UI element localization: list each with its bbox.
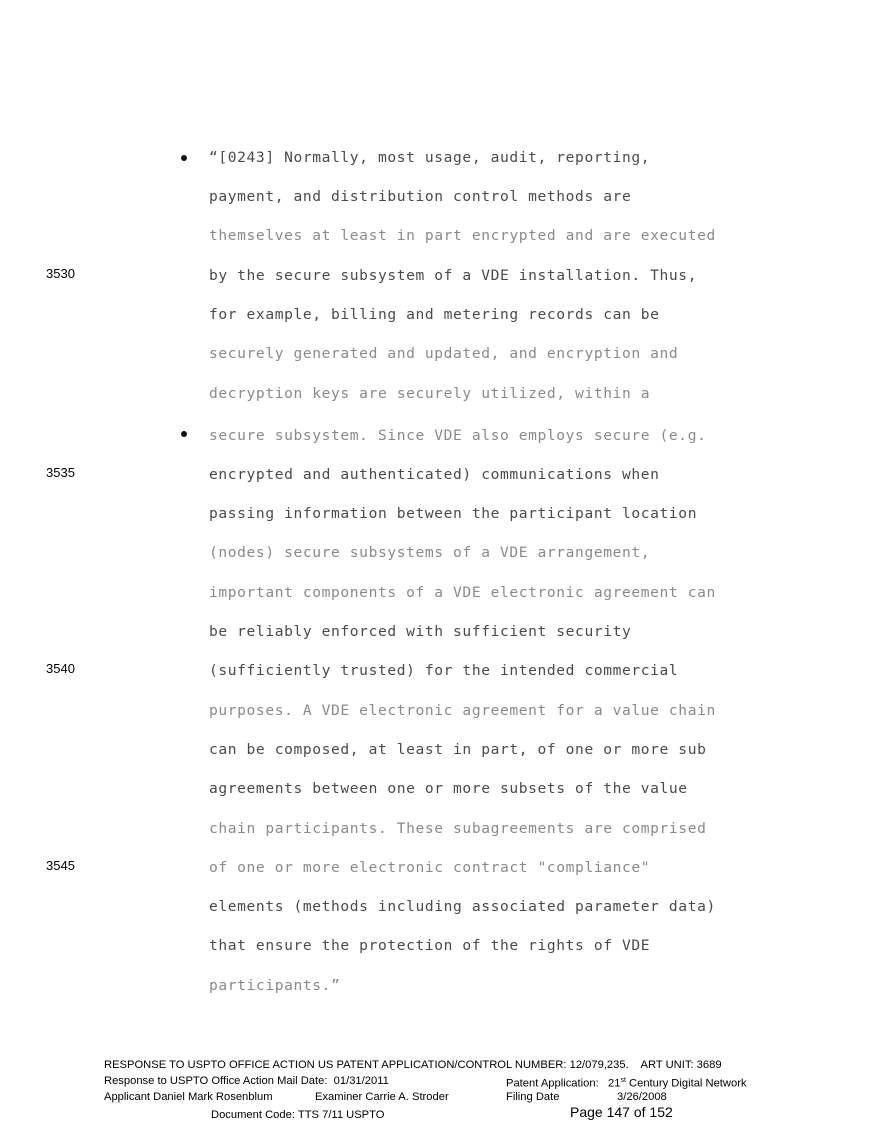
quote-line-17: agreements between one or more subsets of the value xyxy=(209,780,688,797)
footer-page-number xyxy=(570,1105,673,1119)
footer-patent-application xyxy=(506,1074,747,1091)
quote-line-7: decryption keys are securely utilized, within a xyxy=(209,385,651,402)
footer-filing-label: Filing Date xyxy=(506,1091,560,1103)
quote-line-2: payment, and distribution control methods are xyxy=(209,188,632,205)
line-number-3530: 3530 xyxy=(46,266,75,281)
page-of: of xyxy=(629,1104,650,1120)
quote-line-5: for example, billing and metering records can be xyxy=(209,306,660,323)
line-number-3535: 3535 xyxy=(46,465,75,480)
page-current: 147 xyxy=(606,1104,630,1120)
quote-line-21: that ensure the protection of the rights of VDE xyxy=(209,937,651,954)
quote-line-11: (nodes) secure subsystems of a VDE arrangement, xyxy=(209,544,651,561)
bullet-2 xyxy=(181,431,187,437)
quote-line-20: elements (methods including associated parameter data) xyxy=(209,898,716,915)
quote-line-1: “[0243] Normally, most usage, audit, reporting, xyxy=(209,149,651,166)
footer-mail-date: Response to USPTO Office Action Mail Date: 01/31/2011 xyxy=(104,1075,389,1087)
quote-line-15: purposes. A VDE electronic agreement for a value chain xyxy=(209,702,716,719)
quote-line-3: themselves at least in part encrypted and are executed xyxy=(209,227,716,244)
quote-line-6: securely generated and updated, and encryption and xyxy=(209,345,679,362)
line-number-3540: 3540 xyxy=(46,661,75,676)
footer-line-1: RESPONSE TO USPTO OFFICE ACTION US PATENT APPLICATION/CONTROL NUMBER: 12/079,235. ART UNIT: 3689 xyxy=(104,1059,722,1071)
quote-line-10: passing information between the participant location xyxy=(209,505,698,522)
quote-line-8: secure subsystem. Since VDE also employs secure (e.g. xyxy=(209,427,707,444)
quote-line-18: chain participants. These subagreements are comprised xyxy=(209,820,707,837)
patent-app-prefix: 21 xyxy=(608,1077,621,1090)
patent-app-label: Patent Application: xyxy=(506,1077,599,1090)
quote-line-12: important components of a VDE electronic agreement can xyxy=(209,584,716,601)
footer-examiner: Examiner Carrie A. Stroder xyxy=(315,1091,449,1103)
quote-line-16: can be composed, at least in part, of one or more sub xyxy=(209,741,707,758)
footer-filing-date: 3/26/2008 xyxy=(617,1091,667,1103)
footer-doc-code: Document Code: TTS 7/11 USPTO xyxy=(211,1109,385,1121)
quote-line-9: encrypted and authenticated) communications when xyxy=(209,466,660,483)
line-number-3545: 3545 xyxy=(46,858,75,873)
quote-line-19: of one or more electronic contract "compliance" xyxy=(209,859,651,876)
footer-applicant: Applicant Daniel Mark Rosenblum xyxy=(104,1091,273,1103)
quote-line-22: participants.” xyxy=(209,977,341,994)
patent-app-suffix: Century Digital Network xyxy=(625,1077,747,1090)
page-prefix: Page xyxy=(570,1104,607,1120)
quote-line-4: by the secure subsystem of a VDE installation. Thus, xyxy=(209,267,698,284)
bullet-1 xyxy=(181,155,187,161)
page-total: 152 xyxy=(649,1104,673,1120)
quote-line-14: (sufficiently trusted) for the intended commercial xyxy=(209,662,679,679)
quote-line-13: be reliably enforced with sufficient security xyxy=(209,623,632,640)
patent-app-sup: st xyxy=(620,1077,626,1084)
